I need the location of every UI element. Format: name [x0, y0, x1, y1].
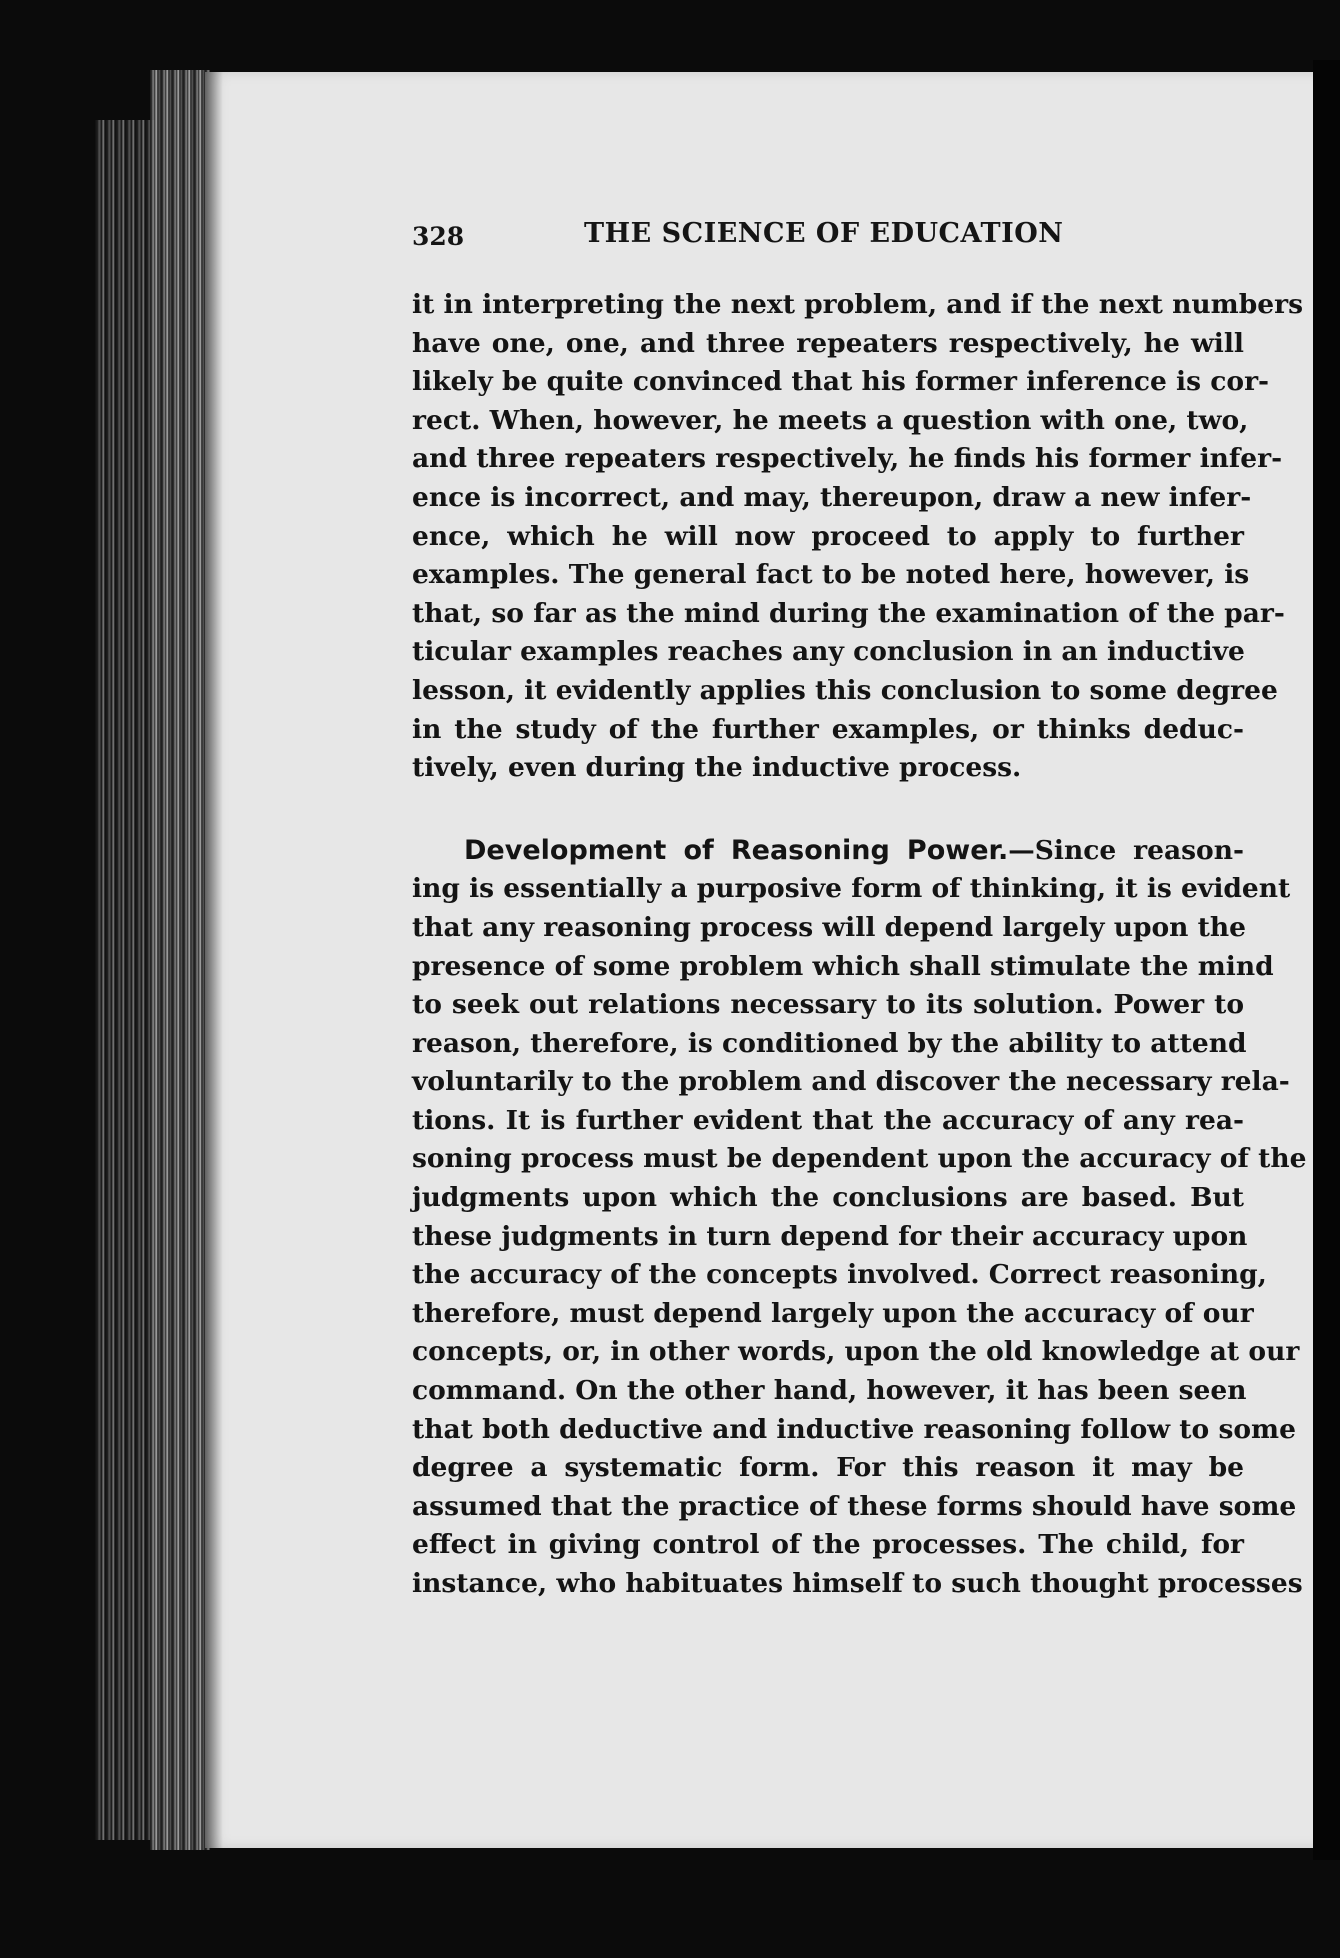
- book-page-edges: [150, 70, 210, 1850]
- text-line: ence is incorrect, and may, thereupon, draw a new infer-: [412, 481, 1252, 513]
- text-line: examples. The general fact to be noted here, however, is: [412, 559, 1250, 591]
- text-line: voluntarily to the problem and discover the necessary rela-: [412, 1066, 1290, 1098]
- text-line: command. On the other hand, however, it has been seen: [412, 1375, 1247, 1407]
- text-line: ing is essentially a purposive form of thinking, it is evident: [412, 873, 1291, 905]
- text-line: likely be quite convinced that his former inference is cor-: [412, 366, 1270, 398]
- text-line: these judgments in turn depend for their accuracy upon: [412, 1220, 1248, 1252]
- text-line: assumed that the practice of these forms should have some: [412, 1490, 1297, 1522]
- text-line: effect in giving control of the processes. The child, for: [412, 1529, 1244, 1561]
- text-line: soning process must be dependent upon the accuracy of the: [412, 1143, 1307, 1175]
- text-line: the accuracy of the concepts involved. Correct reasoning,: [412, 1259, 1267, 1291]
- text-line: tions. It is further evident that the accuracy of any rea-: [412, 1104, 1244, 1136]
- paragraph-1: [412, 286, 1303, 788]
- text-line: that, so far as the mind during the examination of the par-: [412, 597, 1285, 629]
- text-line: judgments upon which the conclusions are based. But: [412, 1182, 1244, 1214]
- paragraph-gap: [412, 788, 1244, 832]
- text-line: concepts, or, in other words, upon the old knowledge at our: [412, 1336, 1300, 1368]
- text-line: and three repeaters respectively, he finds his former infer-: [412, 443, 1283, 475]
- page-header: [412, 218, 1072, 258]
- text-line: lesson, it evidently applies this conclusion to some degree: [412, 674, 1278, 706]
- text-line: it in interpreting the next problem, and if the next numbers: [412, 289, 1303, 320]
- scan-right-edge: [1313, 60, 1340, 1860]
- section-heading-continuation: —Since reason-: [1008, 834, 1245, 866]
- text-line: presence of some problem which shall stimulate the mind: [412, 950, 1274, 982]
- page-number: 328: [412, 222, 465, 251]
- text-line: have one, one, and three repeaters respectively, he will: [412, 327, 1244, 359]
- text-line: to seek out relations necessary to its solution. Power to: [412, 989, 1244, 1021]
- text-line: ticular examples reaches any conclusion in an inductive: [412, 636, 1245, 668]
- text-line: therefore, must depend largely upon the accuracy of our: [412, 1297, 1254, 1329]
- body-text: [412, 286, 1307, 1604]
- spine-shadow: [205, 72, 223, 1848]
- text-line: that any reasoning process will depend largely upon the: [412, 911, 1247, 943]
- section-heading: Development of Reasoning Power.: [464, 834, 1009, 866]
- text-line: rect. When, however, he meets a question with one, two,: [412, 404, 1249, 436]
- running-title: THE SCIENCE OF EDUCATION: [584, 218, 1064, 249]
- text-line: that both deductive and inductive reasoning follow to some: [412, 1413, 1296, 1445]
- text-line: in the study of the further examples, or thinks deduc-: [412, 713, 1244, 745]
- text-line: instance, who habituates himself to such thought processes: [412, 1568, 1303, 1599]
- text-line: degree a systematic form. For this reason it may be: [412, 1452, 1244, 1484]
- text-line: reason, therefore, is conditioned by the ability to attend: [412, 1027, 1247, 1059]
- text-line: tively, even during the inductive process.: [412, 752, 1022, 784]
- text-line: ence, which he will now proceed to apply to further: [412, 520, 1244, 552]
- paragraph-2-first-line: [412, 832, 1244, 871]
- book-page-edges-outer: [95, 120, 155, 1840]
- paragraph-2: [412, 832, 1307, 1604]
